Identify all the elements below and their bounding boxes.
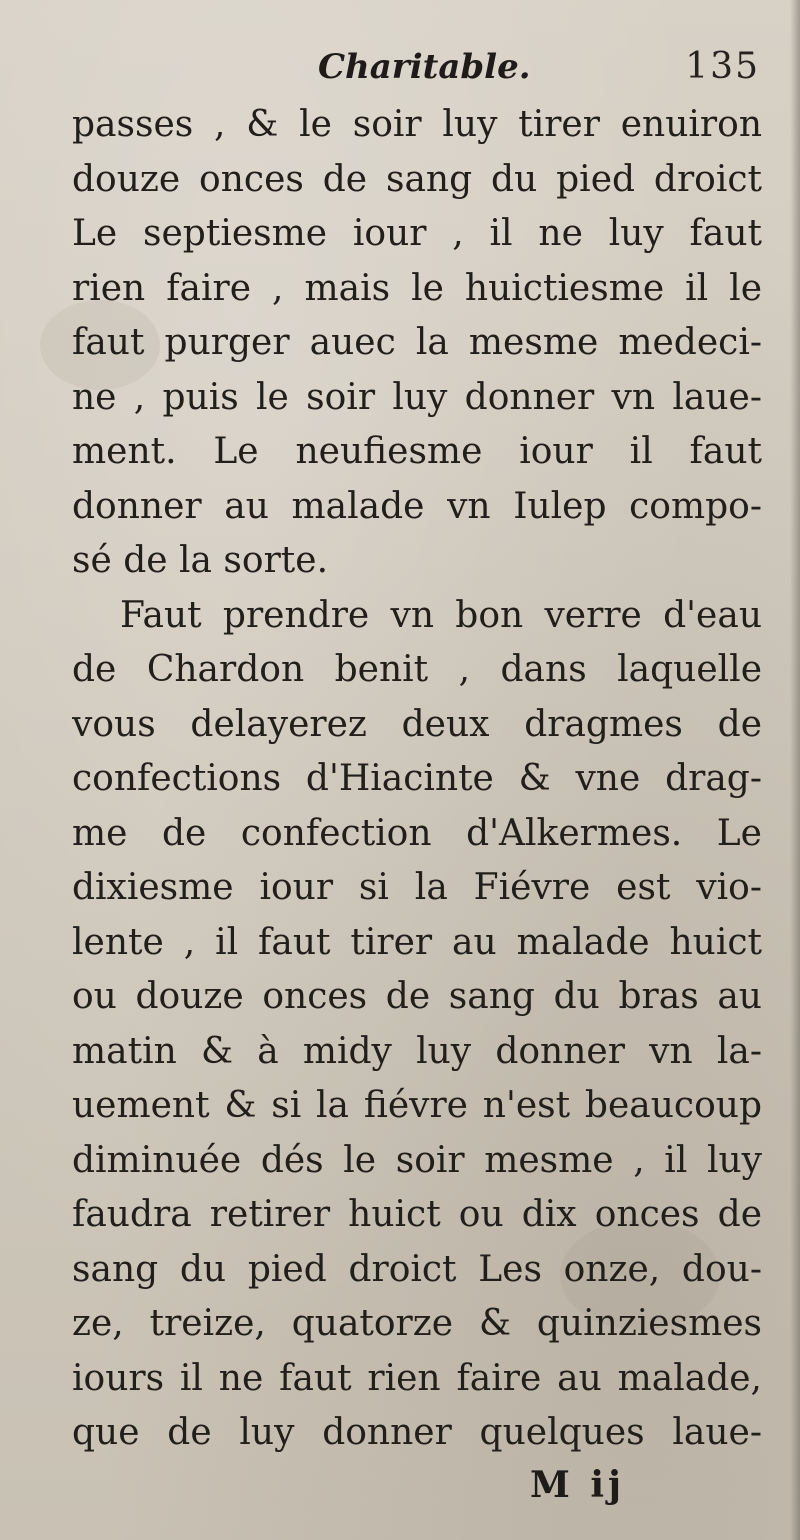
- text-line: iours il ne faut rien faire au malade,: [72, 1357, 762, 1399]
- text-line: sang du pied droict Les onze, dou-: [72, 1248, 762, 1290]
- text-line: sé de la sorte.: [72, 540, 329, 581]
- text-line: faut purger auec la mesme medeci-: [72, 322, 762, 363]
- text-line: donner au malade vn Iulep compo-: [72, 485, 762, 527]
- running-head-title: Charitable.: [318, 47, 531, 87]
- text-line: uement & si la fiévre n'est beaucoup: [72, 1085, 762, 1126]
- text-line: faudra retirer huict ou dix onces de: [72, 1194, 762, 1235]
- text-line: rien faire , mais le huictiesme il le: [72, 267, 762, 309]
- page-edge-shadow: [790, 0, 800, 1540]
- text-line: dixiesme iour si la Fiévre est vio-: [72, 867, 762, 908]
- signature-mark: M ij: [530, 1464, 626, 1506]
- text-line: passes , & le soir luy tirer enuiron: [72, 104, 762, 145]
- text-line: de Chardon benit , dans laquelle: [72, 649, 762, 690]
- text-line: matin & à midy luy donner vn la-: [72, 1030, 762, 1072]
- text-line: me de confection d'Alkermes. Le: [72, 812, 762, 854]
- text-line: confections d'Hiacinte & vne drag-: [72, 758, 762, 799]
- text-line: que de luy donner quelques laue-: [72, 1412, 762, 1453]
- text-line: Le septiesme iour , il ne luy faut: [72, 213, 762, 254]
- text-line: ze, treize, quatorze & quinziesmes: [72, 1303, 762, 1344]
- page-number: 135: [685, 46, 760, 87]
- text-line: vous delayerez deux dragmes de: [72, 703, 762, 745]
- running-head: [0, 42, 800, 92]
- text-line: lente , il faut tirer au malade huict: [72, 921, 762, 963]
- text-line: ou douze onces de sang du bras au: [72, 976, 762, 1017]
- body-text: [72, 98, 762, 1461]
- text-line: douze onces de sang du pied droict: [72, 158, 762, 200]
- text-line: ne , puis le soir luy donner vn laue-: [72, 376, 762, 418]
- text-line: diminuée dés le soir mesme , il luy: [72, 1139, 762, 1181]
- text-line: Faut prendre vn bon verre d'eau: [120, 594, 762, 636]
- text-line: ment. Le neufiesme iour il faut: [72, 431, 762, 472]
